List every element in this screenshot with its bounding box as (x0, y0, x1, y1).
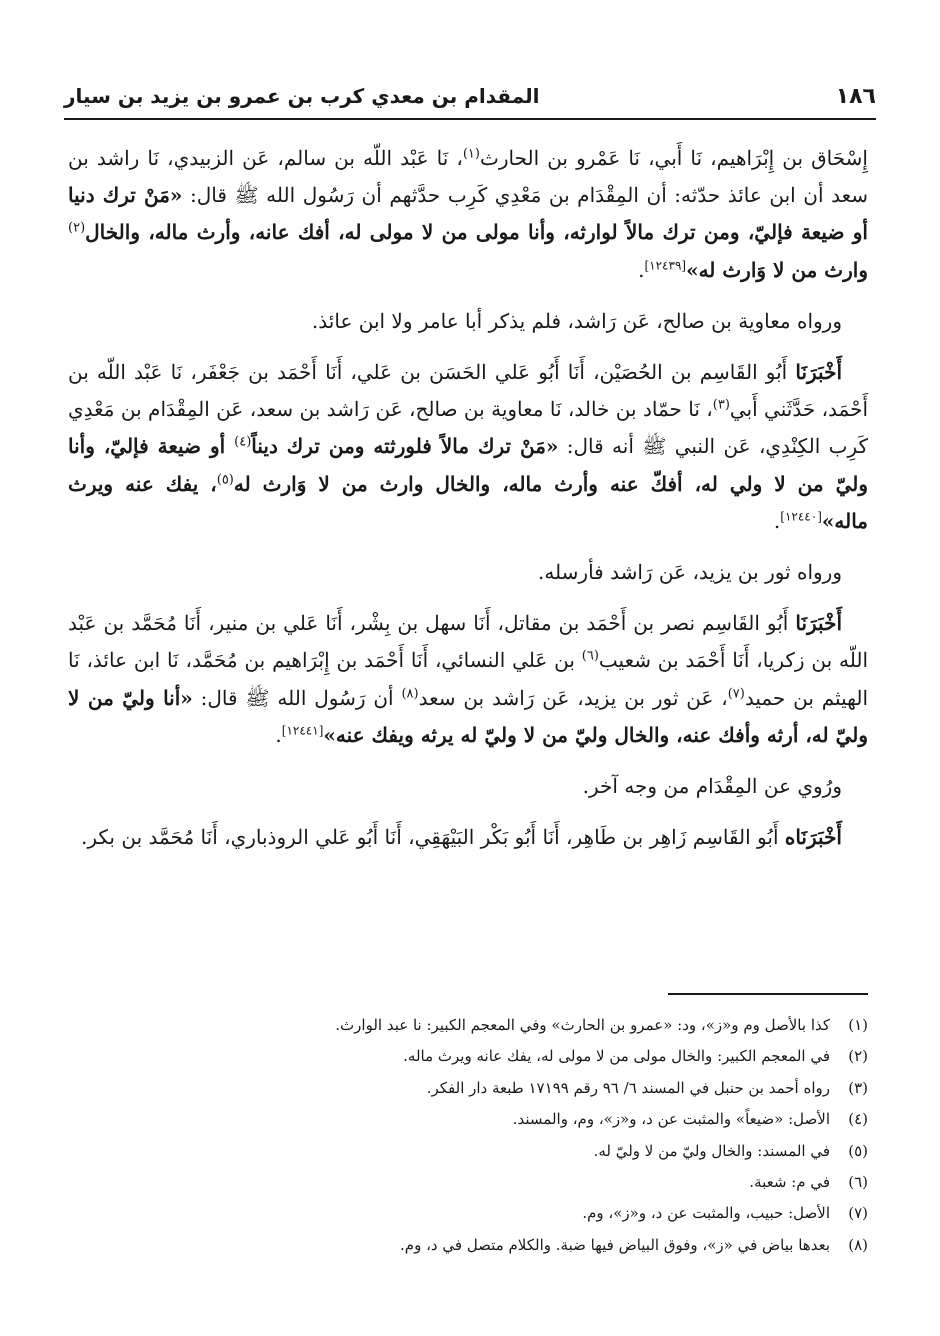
hadith-text: أو ضيعة فإليّ، وأنا وليّ من لا ولي له، أفكّ عنه وأرث ماله، والخال وارث من لا وَارث له (68, 434, 868, 496)
footnote-item (80, 1073, 868, 1104)
page-header (64, 74, 876, 120)
footnote-text: الأصل: «ضيعاً» والمثبت عن د، و«ز»، وم، والمسند. (512, 1110, 830, 1129)
footnote-number: (٤) (848, 1110, 868, 1129)
footnote-marker[interactable]: (٥) (216, 471, 234, 487)
footnote-text: في المعجم الكبير: والخال مولى من لا مولى له، يفك عانه ويرث ماله. (403, 1047, 830, 1066)
footnote-number: (٢) (848, 1047, 868, 1066)
text-segment: ، نَا عَبْد اللّه بن سالم، عَن الزبيدي، نَا راشد بن سعد أن ابن عائذ حدّثه: أن المِقْدَام بن مَعْدِي كَرِب حدَّثهم أن رَسُول الله ﷺ قال: (68, 146, 868, 208)
paragraph-2: ورواه معاوية بن صالح، عَن رَاشد، فلم يذكر أبا عامر ولا ابن عائذ. (311, 308, 842, 333)
paragraph-5 (68, 605, 868, 754)
text-segment: بن عَلي النسائي، أَنَا أَحْمَد بن إِبْرَاهيم بن مُحَمَّد، نَا ابن عائذ، نَا الهيثم بن حميد (68, 648, 869, 710)
footnote-item (80, 1198, 868, 1229)
paragraph-6: ورُوي عن المِقْدَام من وجه آخر. (582, 774, 842, 799)
footnote-text: في م: شعبة. (749, 1173, 830, 1192)
paragraph-7 (68, 819, 868, 856)
hadith-text: «مَنْ ترك مالاً فلورثته ومن ترك ديناً (251, 434, 559, 459)
footnote-number: (٣) (848, 1078, 868, 1097)
main-text (68, 140, 868, 870)
footnote-text: في المسند: والخال وليّ من لا وليّ له. (593, 1141, 830, 1160)
paragraph-1 (68, 140, 868, 289)
footnote-item (80, 1010, 868, 1041)
footnote-item (80, 1136, 868, 1167)
page-number: ١٨٦ (835, 83, 876, 109)
footnote-number: (٥) (848, 1141, 868, 1160)
footnote-marker[interactable]: (١) (462, 146, 480, 162)
footnote-text: بعدها بياض في «ز»، وفوق البياض فيها ضبة. والكلام متصل في د، وم. (400, 1235, 830, 1254)
hadith-text: ، يفك عنه ويرث ماله» (68, 471, 868, 533)
footnote-number: (٧) (848, 1204, 868, 1223)
text-segment: ، نَا حمّاد بن خالد، نَا معاوية بن صالح، عَن رَاشد بن سعد، عَن المِقْدَام بن مَعْدِي كَرِب الكِنْدِي، عَن النبي ﷺ أنه قال: (68, 397, 868, 459)
text-segment: أن رَسُول الله ﷺ قال: (192, 685, 402, 710)
sentence-end: . (275, 722, 282, 747)
sentence-end: . (773, 508, 781, 533)
footnote-marker[interactable]: (٧) (727, 685, 745, 701)
footnote-marker[interactable]: (٢) (68, 220, 86, 236)
footnote-marker[interactable]: (٨) (401, 685, 419, 701)
footnote-item (80, 1167, 868, 1198)
text-segment: أَبُو القَاسِم نصر بن أَحْمَد بن مقاتل، أَنَا سهل بن بِشْر، أَنَا عَلي بن منير، أَنَا مُحَمَّد بن عَبْد اللّه بن زكريا، أَنَا أَحْمَد بن شعيب (68, 611, 869, 673)
text-segment: ، عَن ثور بن يزيد، عَن رَاشد بن سعد (418, 685, 728, 710)
hadith-number: [١٢٤٤٠] (780, 509, 822, 524)
footnote-text: رواه أحمد بن حنبل في المسند ٦/ ٩٦ رقم ١٧١٩٩ طبعة دار الفكر. (426, 1078, 830, 1097)
footnote-divider (668, 993, 868, 995)
chain-lead-word: أَخْبَرَنَاه (784, 825, 842, 850)
chain-lead-word: أَخْبَرَنَا (795, 360, 842, 385)
footnotes-list (80, 1010, 868, 1261)
footnote-marker[interactable]: (٣) (712, 397, 730, 413)
hadith-text: «أنا وليّ من لا وليّ له، أرثه وأفك عنه، والخال وليّ من لا وليّ له يرثه ويفك عنه» (68, 685, 868, 747)
text-segment: أَبُو القَاسِم زَاهِر بن طَاهِر، أَنَا أَبُو بَكْر البَيْهَقِي، أَنَا أَبُو عَلي الروذباري، أَنَا مُحَمَّد بن بكر. (80, 825, 785, 850)
sentence-end: . (638, 257, 645, 282)
footnote-marker[interactable]: (٤) (234, 434, 252, 450)
footnote-number: (٦) (848, 1173, 868, 1192)
text-segment: إِسْحَاق بن إِبْرَاهيم، نَا أَبي، نَا عَمْرو بن الحارث (479, 146, 868, 170)
footnote-item (80, 1230, 868, 1261)
paragraph-3 (68, 354, 868, 540)
hadith-number: [١٢٤٤١] (281, 723, 324, 738)
footnote-text: كذا بالأصل وم و«ز»، ود: «عمرو بن الحارث» وفي المعجم الكبير: نا عبد الوارث. (335, 1016, 830, 1034)
text-segment: أَبُو القَاسِم بن الحُصَيْن، أَنَا أَبُو عَلي الحَسَن بن عَلي، أَنَا أَحْمَد بن جَعْفَر، نَا عَبْد اللّه بن أَحْمَد، حَدَّثَني أَبي (68, 360, 869, 422)
paragraph-4: ورواه ثور بن يزيد، عَن رَاشد فأرسله. (537, 560, 842, 585)
footnote-item (80, 1041, 868, 1072)
hadith-text: وارث من لا وَارث له» (686, 257, 868, 282)
footnote-number: (٨) (848, 1235, 868, 1254)
hadith-text: «مَنْ ترك دنيا أو ضيعة فإليّ، ومن ترك مالاً لوارثه، وأنا مولى من لا مولى له، أفك عانه، وأرث ماله، والخال (68, 183, 868, 245)
hadith-number: [١٢٤٣٩] (644, 257, 687, 272)
footnote-item (80, 1104, 868, 1135)
chain-lead-word: أَخْبَرَنَا (795, 611, 842, 636)
running-title: المقدام بن معدي كرب بن عمرو بن يزيد بن سيار (64, 84, 540, 108)
footnote-marker[interactable]: (٦) (581, 648, 599, 664)
footnote-number: (١) (848, 1016, 868, 1034)
footnote-text: الأصل: حبيب، والمثبت عن د، و«ز»، وم. (582, 1204, 830, 1223)
